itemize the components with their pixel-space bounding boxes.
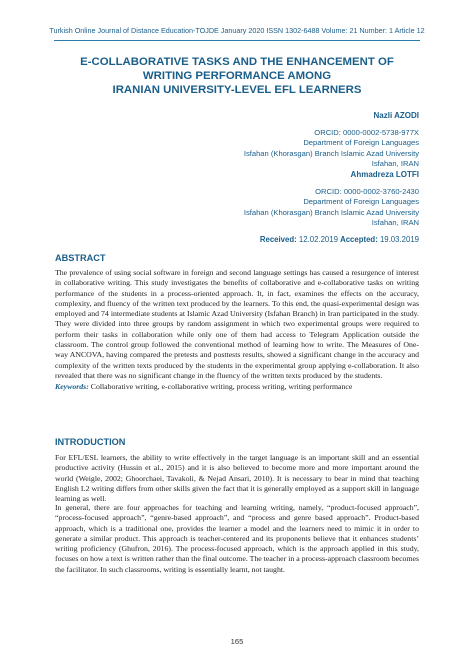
author-name: Nazli AZODI <box>373 111 419 120</box>
page-number: 165 <box>230 637 244 646</box>
submission-dates <box>260 235 419 244</box>
abstract-text: The prevalence of using social software in foreign and second language settings has caused a resurgence of interest in collaborative writing. This study investigates the benefits of collaborative and e-collaborative tasks on writing performance of the students in a process-oriented approach. It, in fact, examines the effects on the accuracy, complexity, and fluency of the written text produced by the learners. To this end, the quasi-experimental design was employed and 74 intermediate students at Islamic Azad University (Isfahan Branch) in Iran participated in the study. They were divided into three groups by random assignment in which two experimental groups were required to perform their tasks in collaboration while only one of them had access to Telegram Application outside the classroom. The control group followed the conventional method of learning how to write. The Measures of One-way ANCOVA, having compared the pretests and posttests results, showed a significant change in the accuracy and complexity of the written texts produced by the students in the experimental group applying e-collaboration. It also revealed that there was no significant change in the fluency of the written texts produced by the students. <box>55 268 419 380</box>
author-location: Isfahan, IRAN <box>371 217 419 227</box>
author-department: Department of Foreign Languages <box>303 197 419 207</box>
keywords-text: Collaborative writing, e-collaborative writing, process writing, writing performance <box>88 382 353 391</box>
intro-paragraph: In general, there are four approaches for teaching and learning writing, namely, “product-focused approach”, “process-focused approach”, “genre-based approach”, and “process and genre based approach”. Product-based approach, which is a traditional one, provides the learner a model and the learners need to mimic it in order to generate a similar product. This approach is teacher-centered and its proponents believe that it enhances students’ writing proficiency (Ghufron, 2016). The process-focused approach, which is the approach applied in this study, focuses on how a text is written rather than the final outcome. The teacher in a process-approach classroom becomes the facilitator. In such classrooms, writing is essentially learnt, not taught. <box>55 503 419 574</box>
author-name: Ahmadreza LOTFI <box>350 170 419 179</box>
author-institution: Isfahan (Khorasgan) Branch Islamic Azad University <box>243 207 419 217</box>
header-rule <box>54 40 420 41</box>
author-orcid: ORCID: 0000-0002-5738-977X <box>314 128 419 138</box>
introduction-heading: INTRODUCTION <box>55 437 126 447</box>
keywords-label: Keywords: <box>55 382 89 391</box>
author-department: Department of Foreign Languages <box>303 138 419 148</box>
title-line: IRANIAN UNIVERSITY-LEVEL EFL LEARNERS <box>112 84 362 96</box>
title-line: E-COLLABORATIVE TASKS AND THE ENHANCEMENT OF <box>80 56 394 68</box>
author-block-1 <box>244 111 419 169</box>
received-label: Received: <box>259 235 297 244</box>
received-date: 12.02.2019 <box>298 235 338 244</box>
title-line: WRITING PERFORMANCE AMONG <box>142 70 332 82</box>
journal-header: Turkish Online Journal of Distance Education-TOJDE January 2020 ISSN 1302-6488 Volume: 21 Number: 1 Article 12 <box>49 26 425 35</box>
author-location: Isfahan, IRAN <box>371 158 419 168</box>
accepted-date: 19.03.2019 <box>379 235 419 244</box>
abstract-heading: ABSTRACT <box>55 253 106 263</box>
accepted-label: Accepted: <box>340 235 378 244</box>
keywords <box>55 382 419 391</box>
author-orcid: ORCID: 0000-0002-3760-2430 <box>315 187 419 197</box>
paper-title <box>60 55 414 97</box>
author-block-2 <box>244 170 419 228</box>
author-institution: Isfahan (Khorasgan) Branch Islamic Azad University <box>243 148 419 158</box>
intro-paragraph: For EFL/ESL learners, the ability to write effectively in the target language is an important skill and an essential productive activity (Hussin et al., 2015) and it is also believed to become more and more important around the world (Weigle, 2002; Ghoorchaei, Tavakoli, & Nejad Ansari, 2010). It is necessary to bear in mind that teaching English L2 writing differs from other skills given the fact that it is generally employed as a support skill in language learning as well. <box>55 453 419 504</box>
